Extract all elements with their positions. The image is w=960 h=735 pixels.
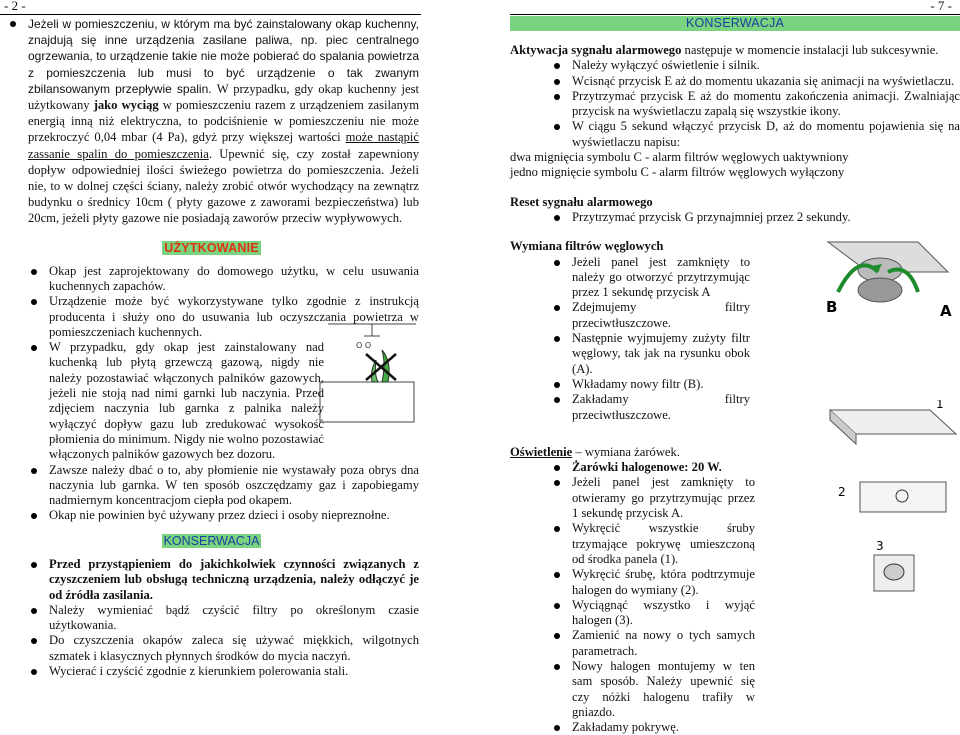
maint-item-text: Do czyszczenia okapów zaleca się używać miękkich, wilgotnych szmatek i klasycznych płynnych środków do mycia naczyń. [49,633,419,663]
halogen-replacement-figure [820,400,960,605]
top-rule-left [0,14,421,15]
light-item-text: Wykręcić wszystkie śruby trzymające pokrywę umieszczoną od środka panela (1). [572,521,755,566]
alarm-line-2: jedno mignięcie symbolu C - alarm filtrów węglowych wyłączony [510,165,845,180]
bullet-icon [31,562,37,568]
list-item [4,264,419,295]
bullet-icon [31,269,37,275]
maint-header-left [4,534,419,549]
list-item [510,392,750,423]
list-item [510,74,960,89]
usage-header-text: UŻYTKOWANIE [164,240,259,255]
alarm-item-text: Należy wyłączyć oświetlenie i silnik. [572,58,760,73]
reset-item-text: Przytrzymać przycisk G przynajmniej przez 2 sekundy. [572,209,851,224]
maint-list [4,557,419,679]
maint-item-text: Przed przystąpieniem do jakichkolwiek czynności związanych z czyszczeniem lub obsługą techniczną urządzenia, należy odłączyć je od źródła zasilania. [49,556,419,602]
light-item-text: Żarówki halogenowe: 20 W. [572,460,722,475]
bullet-icon [31,669,37,675]
list-item [510,300,750,331]
list-item [4,664,419,679]
intro-bullet [4,16,419,227]
filter-item-text: Zakładamy filtry przeciwtłuszczowe. [572,392,750,422]
bullet-icon [554,480,560,486]
page-number-right: - 7 - [930,0,952,13]
maint-item-text: Wycierać i czyścić zgodnie z kierunkiem polerowania stali. [49,664,349,679]
list-item [510,460,755,475]
list-item [510,331,750,377]
page-number-left: - 2 - [4,0,26,13]
usage-item-text: Zawsze należy dbać o to, aby płomienie nie wystawały poza obrys dna naczynia lub garnka. W ten sposób oszczędzamy gaz i zapobiegamy nadmiernym koncentracjom ciepła pod okapem. [49,462,419,508]
list-item [4,557,419,603]
list-item [510,720,755,735]
filter-item-text: Jeżeli panel jest zamknięty to należy go otworzyć przytrzymując przez 1 sekundę przycisk A [572,254,750,300]
bullet-icon [554,215,560,221]
light-item-text: Zakładamy pokrywę. [572,720,680,735]
bullet-icon [554,124,560,130]
bullet-icon [10,21,16,27]
bullet-icon [554,63,560,69]
list-item [510,628,755,659]
usage-header [4,241,419,256]
filter-item-text: Następnie wyjmujemy zużyty filtr węglowy, tak jak na rysunku obok (A). [572,331,750,376]
intro-bold: jako wyciąg [93,98,159,113]
bullet-icon [31,638,37,644]
light-item-text: Zamienić na nowy o tych samych parametrach. [572,628,755,658]
bullet-icon [554,572,560,578]
maint-header-right-text: KONSERWACJA [685,16,785,30]
figure-label-1: 1 [936,400,944,411]
list-item [510,255,750,301]
intro-underline: może nastąpić zassanie spalin do pomieszczenia [28,130,419,161]
list-item [510,119,960,150]
figure-label: O O [356,341,372,350]
list-item [510,521,755,567]
right-column [510,16,960,735]
maint-header-left-text: KONSERWACJA [163,533,260,548]
list-item [4,463,419,509]
alarm-rest: następuje w momencie instalacji lub sukcesywnie. [681,43,939,57]
bullet-icon [31,608,37,614]
maint-header-right [510,16,960,31]
bullet-icon [554,725,560,731]
bullet-icon [554,526,560,532]
figure-label-b: B [826,298,838,316]
bullet-icon [31,299,37,305]
bullet-icon [554,603,560,609]
list-item [510,567,755,598]
light-item-text: Wyciągnąć wszystko i wyjąć halogen (3). [572,597,755,628]
figure-label-3: 3 [876,539,884,553]
filter-replacement-figure [808,232,960,322]
usage-item-text: Okap jest zaprojektowany do domowego użytku, w celu usuwania kuchennych zapachów. [49,263,419,293]
intro-text-1: W przypadku, gdy okap kuchenny jest użytkowany [28,81,419,113]
light-item-text: Wykręcić śrubę, która podtrzymuje halogen do wymiany (2). [572,567,755,597]
intro-bullet-text: Jeżeli w pomieszczeniu, w którym ma być zainstalowany okap kuchenny, znajdują się inne urządzenia zasilane paliwa, np. piec centralnego ogrzewania, to urządzenie takie nie może pobierać do spalania powietrza z pomieszczenia lub musi to być urządzenie o tak zwanym zbilansowanym przepływie spalin. [28,17,419,96]
light-title: Oświetlenie [510,444,573,459]
stove-warning-figure [318,318,418,426]
figure-label-a: A [940,302,952,320]
bullet-icon [31,468,37,474]
bullet-icon [554,465,560,471]
list-item [510,598,755,629]
light-list [510,460,755,735]
light-item-text: Jeżeli panel jest zamknięty to otwieramy go przytrzymując przez 1 sekundę przycisk A. [572,475,755,521]
alarm-intro [510,43,960,58]
alarm-list [510,58,960,150]
bullet-icon [554,633,560,639]
list-item [4,633,419,664]
maint-item-text: Należy wymieniać bądź czyścić filtry po określonym czasie użytkowania. [49,602,419,633]
filter-item-text: Wkładamy nowy filtr (B). [572,376,704,391]
filter-title: Wymiana filtrów węglowych [510,239,664,254]
bullet-icon [554,382,560,388]
usage-item-text: Urządzenie może być wykorzystywane tylko zgodnie z instrukcją producenta i służy ono do usuwania lub oczyszczania powietrza w pomieszczeniach kuchennych. [49,294,419,339]
filter-list [510,255,750,423]
alarm-item-text: Przytrzymać przycisk E aż do momentu zakończenia animacji. Zwalniając przycisk na wyświetlaczu zapalą się wszystkie ikony. [572,88,960,119]
bullet-icon [31,345,37,351]
reset-title: Reset sygnału alarmowego [510,194,653,209]
list-item [510,89,960,120]
bullet-icon [31,513,37,519]
intro-text-2: w pomieszczeniu razem z urządzeniem zasilanym energią inną niż elektryczna, to podciśnienie w pomieszczeniu nie może przekroczyć 0,04 mbar (4 Pa), gdyż przy większej wartości [28,98,420,145]
usage-item-text: W przypadku, gdy okap jest zainstalowany nad kuchenką lub płytą grzewczą gazową, nigdy nie należy pozostawiać włączonych palników gazowych, jeżeli nie stoją nad nimi garnki lub naczynia. Przed zdjęciem naczynia lub garnka z palnika należy wyłączyć dopływ gazu lub zredukować wysokość płomienia do minimum. Nigdy nie wolno pozostawiać włączonych palników gazowych bez dozoru. [49,340,324,462]
bullet-icon [554,305,560,311]
alarm-bold: Aktywacja sygnału alarmowego [510,43,682,57]
alarm-item-text: Wcisnąć przycisk E aż do momentu ukazania się animacji na wyświetlaczu. [572,73,955,88]
list-item [4,508,419,523]
bullet-icon [554,664,560,670]
alarm-line-1: dwa mignięcia symbolu C - alarm filtrów węglowych uaktywniony [510,150,849,165]
top-rule-right [510,14,960,15]
bullet-icon [554,79,560,85]
alarm-item-text: W ciągu 5 sekund włączyć przycisk D, aż do momentu pojawienia się na wyświetlaczu napisu: [572,119,960,149]
list-item [510,659,755,720]
light-title-rest: – wymiana żarówek. [572,444,680,459]
list-item [510,475,755,521]
list-item [4,603,419,634]
usage-item-text: Okap nie powinien być używany przez dzieci i osoby niepreznołne. [49,508,390,523]
bullet-icon [554,336,560,342]
bullet-icon [554,94,560,100]
list-item [510,377,750,392]
reset-list [510,210,960,225]
figure-label-2: 2 [838,485,846,499]
bullet-icon [554,260,560,266]
bullet-icon [554,397,560,403]
light-item-text: Nowy halogen montujemy w ten sam sposób. Należy upewnić się czy nóżki halogenu trafiły w gniazdo. [572,658,755,719]
list-item [510,58,960,73]
list-item [510,210,960,225]
filter-item-text: Zdejmujemy filtry przeciwtłuszczowe. [572,300,750,330]
intro-text-3: . Upewnić się, czy został zapewniony dopływ odpowiedniej ilości świeżego powietrza do pomieszczenia. Jeżeli nie, to w dolnej części ściany, należy zrobić otwór wychodzący na zewnątrz budynku o średnicy 10cm ( płyty gazowe z zaworami bezpieczeństwa) lub 20cm, jeżeli płyty gazowe nie posiadają zaworów przeciw wypływowych. [28,146,419,226]
